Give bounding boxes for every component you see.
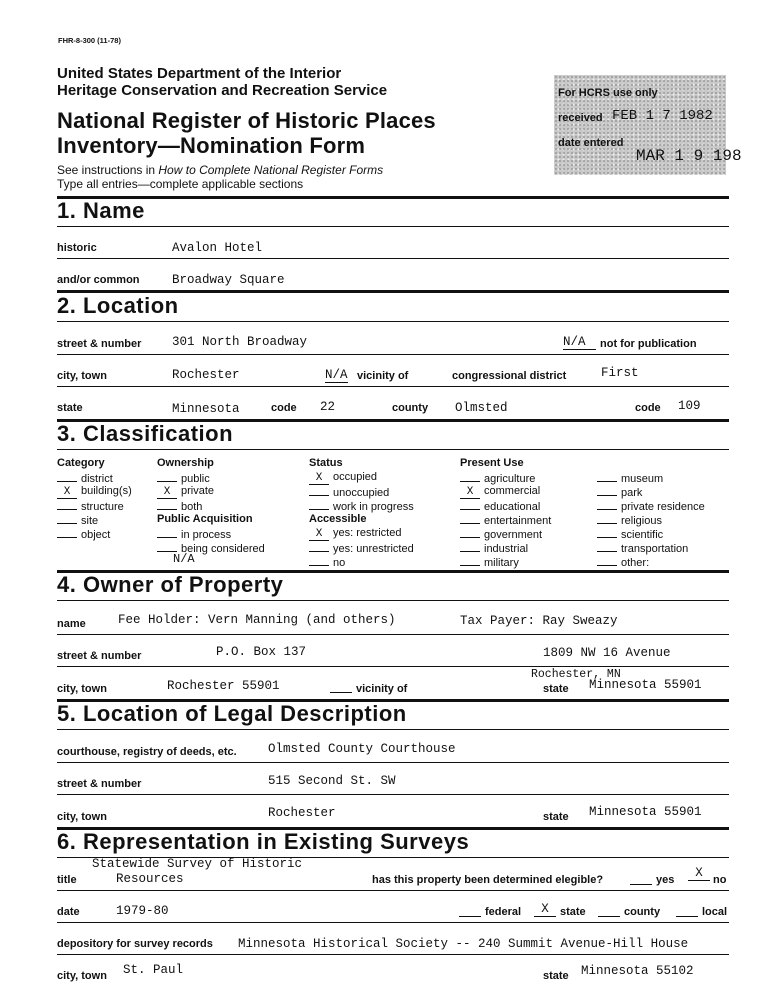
checkbox-scientific[interactable]: scientific [597,526,705,540]
checkbox-site[interactable]: site [57,512,132,526]
divider [57,634,729,635]
category-column [57,456,132,540]
checkbox-museum[interactable]: museum [597,470,705,484]
checkbox-religious[interactable]: religious [597,512,705,526]
status-heading: Status [309,457,343,469]
courthouse: Olmsted County Courthouse [268,742,456,756]
checkbox-public[interactable]: public [157,470,265,484]
checkbox-government[interactable]: government [460,526,551,540]
stamp-entered-date: MAR 1 9 198 [636,147,742,165]
form-title-line2: Inventory—Nomination Form [57,133,366,158]
checkbox-commercial[interactable]: X commercial [460,484,551,498]
checkbox-district[interactable]: district [57,470,132,484]
form-title-line1: National Register of Historic Places [57,108,436,133]
owner-street-2: 1809 NW 16 Avenue [543,646,671,660]
stamp-received-label: received [558,112,603,124]
common-name: Broadway Square [172,273,285,287]
depository-label: depository for survey records [57,938,213,950]
checkbox-unoccupied[interactable]: unoccupied [309,484,414,498]
location-vicinity-label: vicinity of [357,370,409,382]
owner-street-1: P.O. Box 137 [216,645,307,659]
depository-city-label: city, town [57,970,107,982]
checkbox-occupied[interactable]: X occupied [309,470,414,484]
eligible-yes-label: yes [656,874,675,886]
checkbox-transportation[interactable]: transportation [597,540,705,554]
courthouse-label: courthouse, registry of deeds, etc. [57,746,237,758]
status-column [309,456,414,568]
stamp-received-date: FEB 1 7 1982 [612,108,713,124]
checkbox-agriculture[interactable]: agriculture [460,470,551,484]
county-label: county [392,402,429,414]
location-vicinity-value: N/A [325,368,348,382]
county-blank[interactable] [598,916,620,917]
section-1-rule [57,196,729,199]
legal-state-label: state [543,811,569,823]
divider [57,794,729,795]
ownership-heading: Ownership [157,457,214,469]
state-survey-label: state [560,906,586,918]
checkbox-structure[interactable]: structure [57,498,132,512]
location-city-label: city, town [57,370,107,382]
local-blank[interactable] [676,916,698,917]
checkbox-yes-restricted[interactable]: X yes: restricted [309,526,414,540]
checkbox-object[interactable]: object [57,526,132,540]
divider [57,954,729,955]
county-code-label: code [635,402,661,414]
state-code-label: code [271,402,297,414]
stamp-heading: For HCRS use only [558,87,658,99]
present-use-column-2 [597,470,705,568]
divider [57,258,729,259]
owner-city-label: city, town [57,683,107,695]
eligible-no-label: no [713,874,727,886]
checkbox-entertainment[interactable]: entertainment [460,512,551,526]
checkbox-other[interactable]: other: [597,554,705,568]
checkbox-buildings[interactable]: X building(s) [57,484,132,498]
checkbox-being-considered[interactable]: being considered [157,540,265,554]
survey-date: 1979-80 [116,904,169,918]
historic-label: historic [57,242,97,254]
location-street: 301 North Broadway [172,335,308,349]
eligible-no-mark[interactable]: X [688,866,710,881]
checkbox-industrial[interactable]: industrial [460,540,551,554]
present-use-heading: Present Use [460,457,524,469]
location-city: Rochester [172,368,240,382]
divider [57,922,729,923]
federal-label: federal [485,906,522,918]
eligibility-question: has this property been determined elegible? [372,874,604,886]
section-3-title: 3. Classification [57,421,234,446]
legal-city: Rochester [268,806,336,820]
owner-name-label: name [57,618,86,630]
checkbox-work-in-progress[interactable]: work in progress [309,498,414,512]
section-4-subrule [57,600,729,601]
department-line: United States Department of the Interior [57,65,342,82]
congressional-district: First [601,366,639,380]
legal-city-label: city, town [57,811,107,823]
stamp-entered-label: date entered [558,137,624,149]
hcrs-use-only-stamp [554,75,742,175]
owner-state-label: state [543,683,569,695]
checkbox-in-process[interactable]: in process [157,526,265,540]
survey-title-line2: Resources [116,872,184,886]
location-state: Minnesota [172,402,240,416]
present-use-column [460,456,551,568]
divider [57,666,729,667]
instructions-line2: Type all entries—complete applicable sections [57,177,304,191]
checkbox-yes-unrestricted[interactable]: yes: unrestricted [309,540,414,554]
checkbox-private-residence[interactable]: private residence [597,498,705,512]
ownership-column [157,456,265,568]
depository-state: Minnesota 55102 [581,964,694,978]
survey-title-label: title [57,874,77,886]
section-2-title: 2. Location [57,293,179,318]
section-5-title: 5. Location of Legal Description [57,701,407,726]
legal-street: 515 Second St. SW [268,774,396,788]
county-code: 109 [678,399,701,413]
common-name-label: and/or common [57,274,140,286]
depository: Minnesota Historical Society -- 240 Summit Avenue-Hill House [238,937,689,951]
divider [57,354,729,355]
checkbox-both[interactable]: both [157,498,265,512]
category-heading: Category [57,457,105,469]
divider [57,890,729,891]
legal-state: Minnesota 55901 [589,805,702,819]
public-acquisition-heading: Public Acquisition [157,513,253,525]
survey-title-line1: Statewide Survey of Historic [92,857,303,871]
federal-blank[interactable] [459,916,481,917]
not-for-publication-label: not for publication [600,338,697,350]
owner-fee-holder: Fee Holder: Vern Manning (and others) [118,613,396,627]
location-state-label: state [57,402,83,414]
owner-vicinity-blank [330,692,352,693]
owner-city: Rochester 55901 [167,679,280,693]
county-survey-label: county [624,906,661,918]
checkbox-no[interactable]: no [309,554,414,568]
owner-state: Minnesota 55901 [589,678,702,692]
section-6-title: 6. Representation in Existing Surveys [57,829,470,854]
service-line: Heritage Conservation and Recreation Service [57,82,388,99]
owner-street-label: street & number [57,650,142,662]
survey-date-label: date [57,906,80,918]
county: Olmsted [455,401,508,415]
accessible-heading: Accessible [309,513,367,525]
section-3-subrule [57,449,729,450]
divider [57,762,729,763]
acquisition-note: N/A [173,552,195,566]
not-for-publication-value: N/A [563,335,596,350]
state-code: 22 [320,400,336,414]
section-1-subrule [57,226,729,227]
checkbox-park[interactable]: park [597,484,705,498]
checkbox-educational[interactable]: educational [460,498,551,512]
checkbox-private[interactable]: X private [157,484,265,498]
section-4-title: 4. Owner of Property [57,572,284,597]
state-survey-mark[interactable]: X [534,902,556,917]
divider [57,386,729,387]
checkbox-military[interactable]: military [460,554,551,568]
form-code: FHR-8-300 (11-78) [58,36,121,45]
depository-state-label: state [543,970,569,982]
instructions-line1: See instructions in How to Complete National Register Forms [57,163,384,177]
owner-vicinity-label: vicinity of [356,683,408,695]
historic-name: Avalon Hotel [172,241,263,255]
local-survey-label: local [702,906,728,918]
legal-street-label: street & number [57,778,142,790]
section-1-title: 1. Name [57,198,145,223]
location-street-label: street & number [57,338,142,350]
congressional-district-label: congressional district [452,370,567,382]
eligible-yes-blank[interactable] [630,884,652,885]
section-2-subrule [57,321,729,322]
section-5-subrule [57,729,729,730]
owner-tax-payer: Tax Payer: Ray Sweazy [460,614,618,628]
depository-city: St. Paul [123,963,184,977]
owner-state-overwrite: Rochester, MN [531,668,621,681]
